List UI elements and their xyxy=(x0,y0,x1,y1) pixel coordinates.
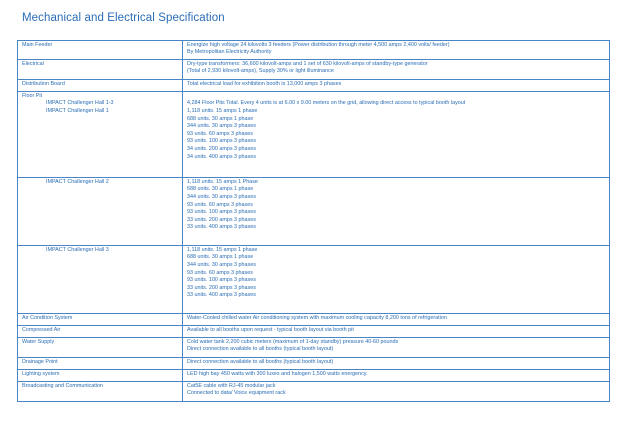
table-row xyxy=(18,92,610,178)
row-value: Available to all booths upon request - typical booth layout via booth pit xyxy=(183,326,610,338)
hall-label: IMPACT Challenger Hall 1 xyxy=(46,107,109,114)
row-value: 1,118 units. 15 amps 1 Phase 688 units. 30 amps 1 phase 344 units. 30 amps 3 phases 93 units. 60 amps 3 phases 93 units. 100 amps 3 phases 33 units. 200 amps 3 phases 33 units. 400 amps 3 phases xyxy=(183,178,610,246)
row-value: Cat5E cable with RJ-45 modular jack Connected to data/ Voice equipment rack xyxy=(183,382,610,402)
row-label: Broadcasting and Communication xyxy=(18,382,183,402)
row-label: Main Feeder xyxy=(18,41,183,60)
table-row xyxy=(18,358,610,370)
row-label: Water Supply xyxy=(18,338,183,358)
row-label: Distribution Board xyxy=(18,80,183,92)
row-label: Compressed Air xyxy=(18,326,183,338)
row-value: Direct connection available to all booths (typical booth layout) xyxy=(183,358,610,370)
row-value: 1,118 units. 15 amps 1 phase 688 units. 30 amps 1 phase 344 units. 30 amps 3 phases 93 units. 60 amps 3 phases 93 units. 100 amps 3 phases 33 units. 200 amps 3 phases 33 units. 400 amps 3 phases xyxy=(183,246,610,314)
table-row xyxy=(18,60,610,80)
row-value: Total electrical load for exhibition booth is 13,000 amps 3 phases xyxy=(183,80,610,92)
table-row xyxy=(18,178,610,246)
row-value: Dry-type transformers: 36,600 kilovolt-amps and 1 set of 630 kilovolt-amps of standby-type generator (Total of 2,930 kilovolt-amps), Supply 30% or light illuminance xyxy=(183,60,610,80)
row-label: Floor Pit IMPACT Challenger Hall 1-3 IMPACT Challenger Hall 1 xyxy=(18,92,183,178)
page-title: Mechanical and Electrical Specification xyxy=(22,12,225,24)
row-value: LED high bay 450 watts with 300 luxes and halogen 1,500 watts energency. xyxy=(183,370,610,382)
table-row xyxy=(18,338,610,358)
table-row xyxy=(18,246,610,314)
row-label xyxy=(18,178,183,246)
table-row xyxy=(18,370,610,382)
row-value: Cold water tank 2,200 cubic meters (maximum of 1-day standby) pressure 40-60 pounds Direct connection available to all booths (typical booth layout) xyxy=(183,338,610,358)
hall-label: IMPACT Challenger Hall 2 xyxy=(46,178,109,185)
row-label: Drainage Point xyxy=(18,358,183,370)
spec-table xyxy=(17,40,610,402)
table-row xyxy=(18,80,610,92)
row-value: Energize high voltage 24 kilovolts 3 feeders (Power distribution through meter 4,500 amps 2,400 volts/ feeder) By Metropolitan Electricity Authority xyxy=(183,41,610,60)
row-value: 4,284 Floor Pits Total. Every 4 units is at 6.00 x 9.00 meters on the grid, allowing direct access to typical booth layout 1,118 units. 15 amps 1 phase 688 units. 30 amps 1 phase 344 units. 30 amps 3 phases 93 units. 60 amps 3 phases 93 units. 100 amps 3 phases 34 units. 200 amps 3 phases 34 units. 400 amps 3 phases xyxy=(183,92,610,178)
table-row xyxy=(18,326,610,338)
row-label: Electrical xyxy=(18,60,183,80)
row-label: Air Condition System xyxy=(18,314,183,326)
row-label xyxy=(18,246,183,314)
table-row xyxy=(18,314,610,326)
row-label: Lighting system xyxy=(18,370,183,382)
table-row xyxy=(18,41,610,60)
table-row xyxy=(18,382,610,402)
hall-label: IMPACT Challenger Hall 1-3 xyxy=(46,100,114,107)
hall-label: IMPACT Challenger Hall 3 xyxy=(46,246,109,253)
row-value: Water-Cooled chilled water Air conditioning system with maximum cooling capacity 8,200 tons of refrigeration xyxy=(183,314,610,326)
